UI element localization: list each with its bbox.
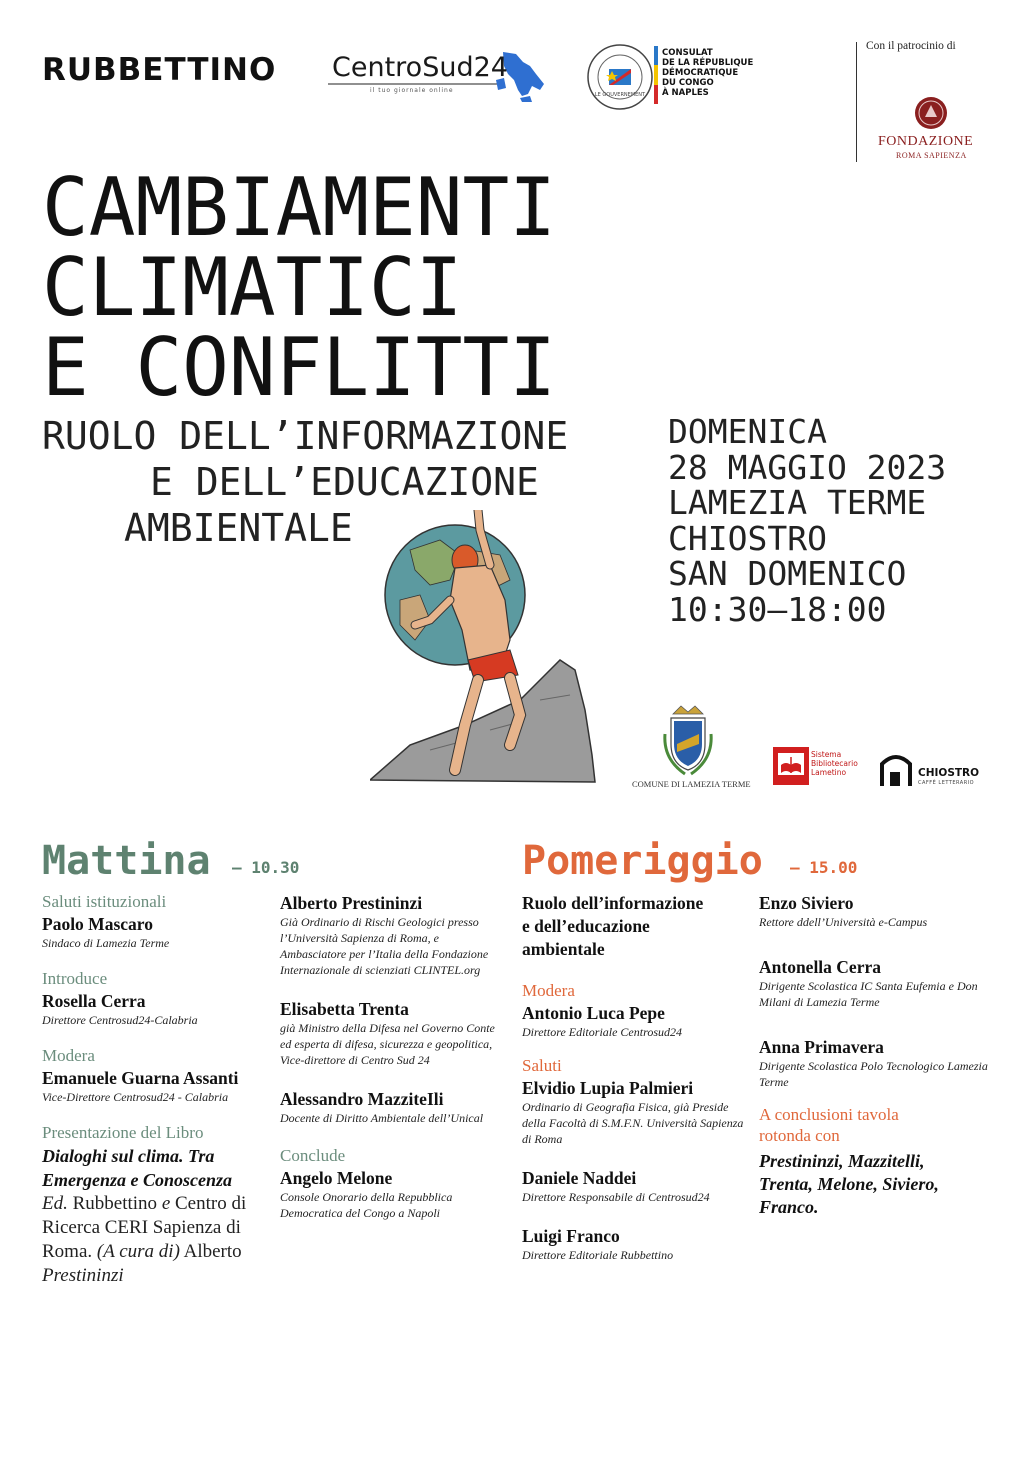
book-author-last: Prestininzi [42,1265,124,1286]
speaker-desc: Direttore Centrosud24-Calabria [42,1013,198,1027]
afternoon-time: – 15.00 [790,858,858,877]
speaker-name: Luigi Franco [522,1226,620,1246]
role-label: Modera [522,981,575,1000]
event-venue-2: SAN DOMENICO [668,554,907,593]
chiostro-name: CHIOSTRO [918,767,980,779]
speaker-name: Rosella Cerra [42,991,146,1011]
subtitle-line-2: E DELL’EDUCAZIONE [150,460,539,504]
speaker-name: Anna Primavera [759,1037,884,1057]
topic-block [522,892,712,961]
fondazione-subname: ROMA SAPIENZA [896,151,967,160]
program-block [759,1036,989,1090]
conclusion-block [759,1104,954,1219]
patrocinio-divider [856,42,857,162]
role-label: A conclusioni tavola rotonda con [759,1105,899,1145]
subtitle-line-1: RUOLO DELL’INFORMAZIONE [42,414,569,458]
event-hours: 10:30–18:00 [668,589,887,629]
consulat-name: CONSULAT DE LA RÉPUBLIQUE DÉMOCRATIQUE DU CONGO À NAPLES [662,48,754,98]
subtitle-line-3: AMBIENTALE [124,506,353,550]
speaker-desc: Ordinario di Geografia Fisica, già Preside della Facoltà di S.M.F.N. Università Sapienza di Roma [522,1100,744,1146]
program-column-4 [759,892,989,1239]
speaker-desc: già Ministro della Difesa nel Governo Conte ed esperta di difesa, sicurezza e geopolitica, Vice-direttore di Centro Sud 24 [280,1021,495,1067]
program-block [42,1046,264,1105]
sistema-bibliotecario-name: Sistema Bibliotecario Lametino [811,750,858,777]
book-center: Centro di Ricerca CERI Sapienza di Roma. [42,1193,247,1262]
centrosud24-name: CentroSud24 [332,52,508,83]
speaker-name: Antonella Cerra [759,957,881,977]
program-block [280,892,505,978]
title-line-3: E CONFLITTI [42,321,556,414]
fondazione-name: FONDAZIONE [878,134,974,149]
sistema-bibliotecario-icon [773,747,809,790]
program-block [280,1146,505,1221]
role-label: Introduce [42,969,108,988]
program-column-1 [42,892,264,1308]
book-publisher: Rubbettino [72,1193,158,1214]
main-title [42,161,572,414]
speaker-name: Angelo Melone [280,1168,393,1188]
conclusion-names: Prestininzi, Mazzitelli, Trenta, Melone, Siviero, Franco. [759,1151,939,1217]
chiostro-subname: CAFFÈ LETTERARIO [918,780,975,786]
role-label: Modera [42,1046,95,1065]
program-block [522,981,747,1040]
speaker-name: Elvidio Lupia Palmieri [522,1078,694,1098]
speaker-desc: Dirigente Scolastica IC Santa Eufemia e Don Milani di Lamezia Terme [759,979,978,1009]
program-column-3 [522,892,747,1283]
speaker-name: Paolo Mascaro [42,914,153,934]
role-label: Saluti istituzionali [42,892,167,911]
svg-text:LE GOUVERNEMENT: LE GOUVERNEMENT [594,92,646,98]
program-block [280,998,505,1068]
speaker-name: Emanuele Guarna Assanti [42,1068,239,1088]
program-column-2 [280,892,505,1241]
program-block [522,1167,747,1205]
speaker-name: Alessandro MazziteIli [280,1089,444,1109]
centrosud24-tagline: il tuo giornale online [370,87,454,94]
book-curator-label: (A cura di) [96,1241,180,1262]
event-info [668,414,946,627]
atlas-globe-illustration [370,510,600,795]
book-info [42,1192,264,1288]
speaker-desc: Docente di Diritto Ambientale dell’Unical [280,1111,484,1125]
book-title: Dialoghi sul clima. Tra Emergenza e Conoscenza [42,1146,233,1190]
program-block [42,969,264,1028]
book-block [42,1123,264,1288]
afternoon-heading: Pomeriggio [522,838,763,884]
speaker-desc: Già Ordinario di Rischi Geologici presso l’Università Sapienza di Roma, e Ambasciatore per l’Italia della Fondazione Internazionale di scienziati CLINTEL.org [280,915,489,977]
program-block [522,1056,747,1147]
speaker-desc: Dirigente Scolastica Polo Tecnologico Lamezia Terme [759,1059,988,1089]
role-label: Saluti [522,1056,562,1075]
speaker-name: Antonio Luca Pepe [522,1003,665,1023]
speaker-desc: Direttore Editoriale Rubbettino [522,1248,674,1262]
morning-heading: Mattina [42,838,211,884]
book-author-first: Alberto [183,1241,242,1262]
comune-name: COMUNE DI LAMEZIA TERME [632,779,751,789]
speaker-desc: Direttore Editoriale Centrosud24 [522,1025,682,1039]
rubbettino-logo: RUBBETTINO [42,52,277,88]
event-venue-1: CHIOSTRO [668,518,827,558]
speaker-name: Enzo Siviero [759,893,854,913]
speaker-desc: Sindaco di Lamezia Terme [42,936,170,950]
book-ed-label: Ed. [42,1193,68,1214]
role-label: Conclude [280,1146,346,1165]
comune-crest-icon [663,704,713,781]
program-block [522,1225,747,1263]
event-date: 28 MAGGIO 2023 [668,447,947,487]
fondazione-seal-icon [913,95,949,136]
program-block [759,892,989,930]
speaker-desc: Vice-Direttore Centrosud24 - Calabria [42,1090,229,1104]
event-city: LAMEZIA TERME [668,483,927,522]
program-block [759,956,989,1010]
patrocinio-label: Con il patrocinio di [866,40,956,52]
speaker-name: Elisabetta Trenta [280,999,409,1019]
event-day: DOMENICA [668,412,827,451]
speaker-desc: Direttore Responsabile di Centrosud24 [522,1190,710,1204]
chiostro-icon [878,748,914,793]
title-line-2: CLIMATICI [42,241,463,334]
speaker-name: Alberto Prestininzi [280,893,423,913]
session-topic: Ruolo dell’informazione e dell’educazione ambientale [522,893,704,959]
morning-time: – 10.30 [232,858,300,877]
speaker-name: Daniele Naddei [522,1168,637,1188]
role-label: Presentazione del Libro [42,1123,204,1142]
book-and: e [161,1193,171,1214]
title-line-1: CAMBIAMENTI [42,161,556,254]
speaker-desc: Console Onorario della Repubblica Democratica del Congo a Napoli [280,1190,453,1220]
consulat-bar [654,46,658,104]
program-block [280,1088,505,1126]
program-block [42,892,264,951]
speaker-desc: Rettore ddell’Università e-Campus [759,915,928,929]
consulat-seal-icon [585,42,655,117]
